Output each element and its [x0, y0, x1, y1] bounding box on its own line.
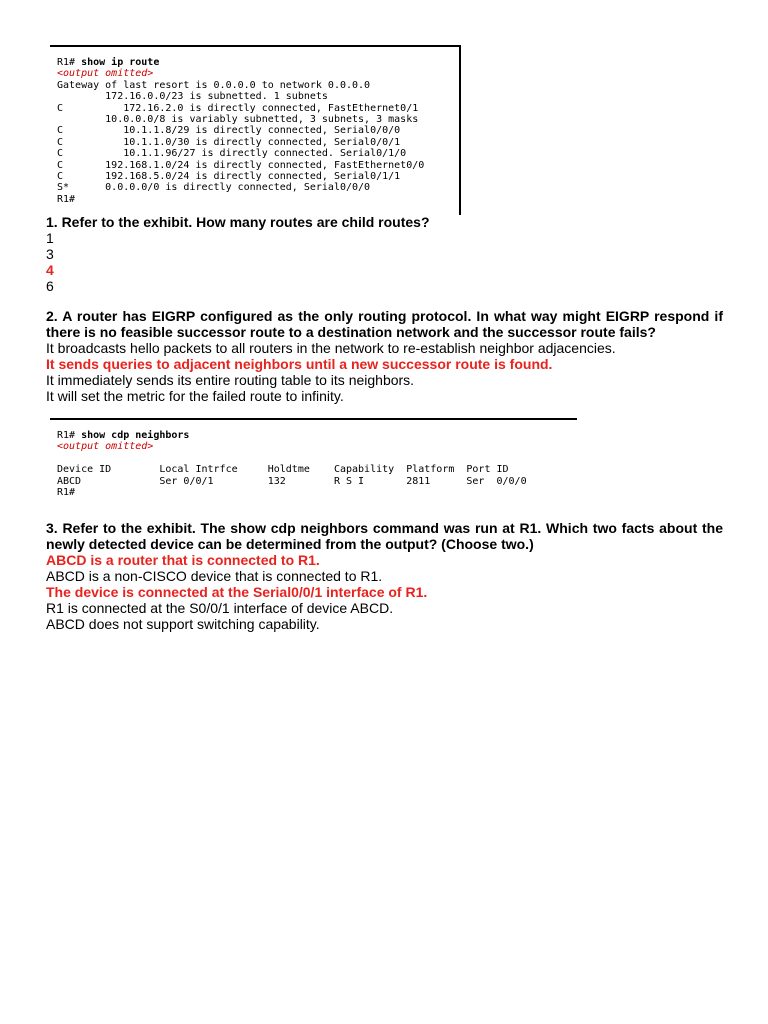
cli-line: C 172.16.2.0 is directly connected, FastEthernet0/1 [57, 102, 419, 114]
cli-line: 10.0.0.0/8 is variably subnetted, 3 subnets, 3 masks [57, 114, 419, 126]
answer-option-correct: It sends queries to adjacent neighbors until a new successor route is found. [46, 356, 553, 372]
cli-output [57, 430, 527, 498]
answer-option: ABCD does not support switching capability. [46, 616, 320, 632]
cli-prompt: R1# [57, 430, 76, 441]
question-1 [46, 214, 723, 294]
answer-option: ABCD is a non-CISCO device that is connected to R1. [46, 568, 383, 584]
answer-option-correct: The device is connected at the Serial0/0/1 interface of R1. [46, 584, 428, 600]
exhibit-show-ip-route [50, 45, 461, 215]
cli-line: R1# [57, 193, 76, 205]
cli-line: C 10.1.1.0/30 is directly connected, Serial0/0/1 [57, 136, 401, 148]
question-2 [46, 308, 723, 404]
cli-command: show cdp neighbors [75, 430, 190, 441]
cli-line: R1# [57, 487, 76, 499]
cli-line: C 10.1.1.8/29 is directly connected, Serial0/0/0 [57, 125, 401, 137]
answer-option-correct: ABCD is a router that is connected to R1. [46, 552, 320, 568]
question-3 [46, 520, 723, 632]
cli-omitted: <output omitted> [57, 68, 154, 80]
answer-option: It immediately sends its entire routing table to its neighbors. [46, 372, 415, 388]
cli-line: C 10.1.1.96/27 is directly connected. Serial0/1/0 [57, 148, 407, 160]
cli-omitted: <output omitted> [57, 441, 154, 453]
cli-line: C 192.168.1.0/24 is directly connected, FastEthernet0/0 [57, 159, 425, 171]
answer-option-correct: 4 [46, 262, 54, 278]
question-text: 2. A router has EIGRP configured as the only routing protocol. In what way might EIGRP respond if there is no feasible successor route to a destination network and the successor route fails? [46, 308, 723, 340]
cli-line: C 192.168.5.0/24 is directly connected, Serial0/1/1 [57, 171, 401, 183]
answer-option: 3 [46, 246, 54, 262]
answer-option: It broadcasts hello packets to all routers in the network to re-establish neighbor adjacencies. [46, 340, 616, 356]
answer-option: 1 [46, 230, 54, 246]
answer-option: R1 is connected at the S0/0/1 interface of device ABCD. [46, 600, 394, 616]
cli-line: Gateway of last resort is 0.0.0.0 to network 0.0.0.0 [57, 79, 371, 91]
answer-option: 6 [46, 278, 54, 294]
answer-option: It will set the metric for the failed route to infinity. [46, 388, 344, 404]
question-text: 3. Refer to the exhibit. The show cdp neighbors command was run at R1. Which two facts about the newly detected device can be determined from the output? (Choose two.) [46, 520, 723, 552]
cli-table-row: ABCD Ser 0/0/1 132 R S I 2811 Ser 0/0/0 [57, 475, 527, 487]
cli-table-header: Device ID Local Intrfce Holdtme Capability Platform Port ID [57, 464, 509, 476]
cli-line [57, 453, 527, 464]
cli-command: show ip route [75, 57, 160, 68]
cli-line: 172.16.0.0/23 is subnetted. 1 subnets [57, 91, 328, 103]
question-text: 1. Refer to the exhibit. How many routes are child routes? [46, 214, 430, 230]
cli-prompt: R1# [57, 57, 76, 68]
exhibit-show-cdp-neighbors [50, 418, 577, 516]
cli-output [57, 57, 424, 205]
cli-line: S* 0.0.0.0/0 is directly connected, Serial0/0/0 [57, 182, 371, 194]
